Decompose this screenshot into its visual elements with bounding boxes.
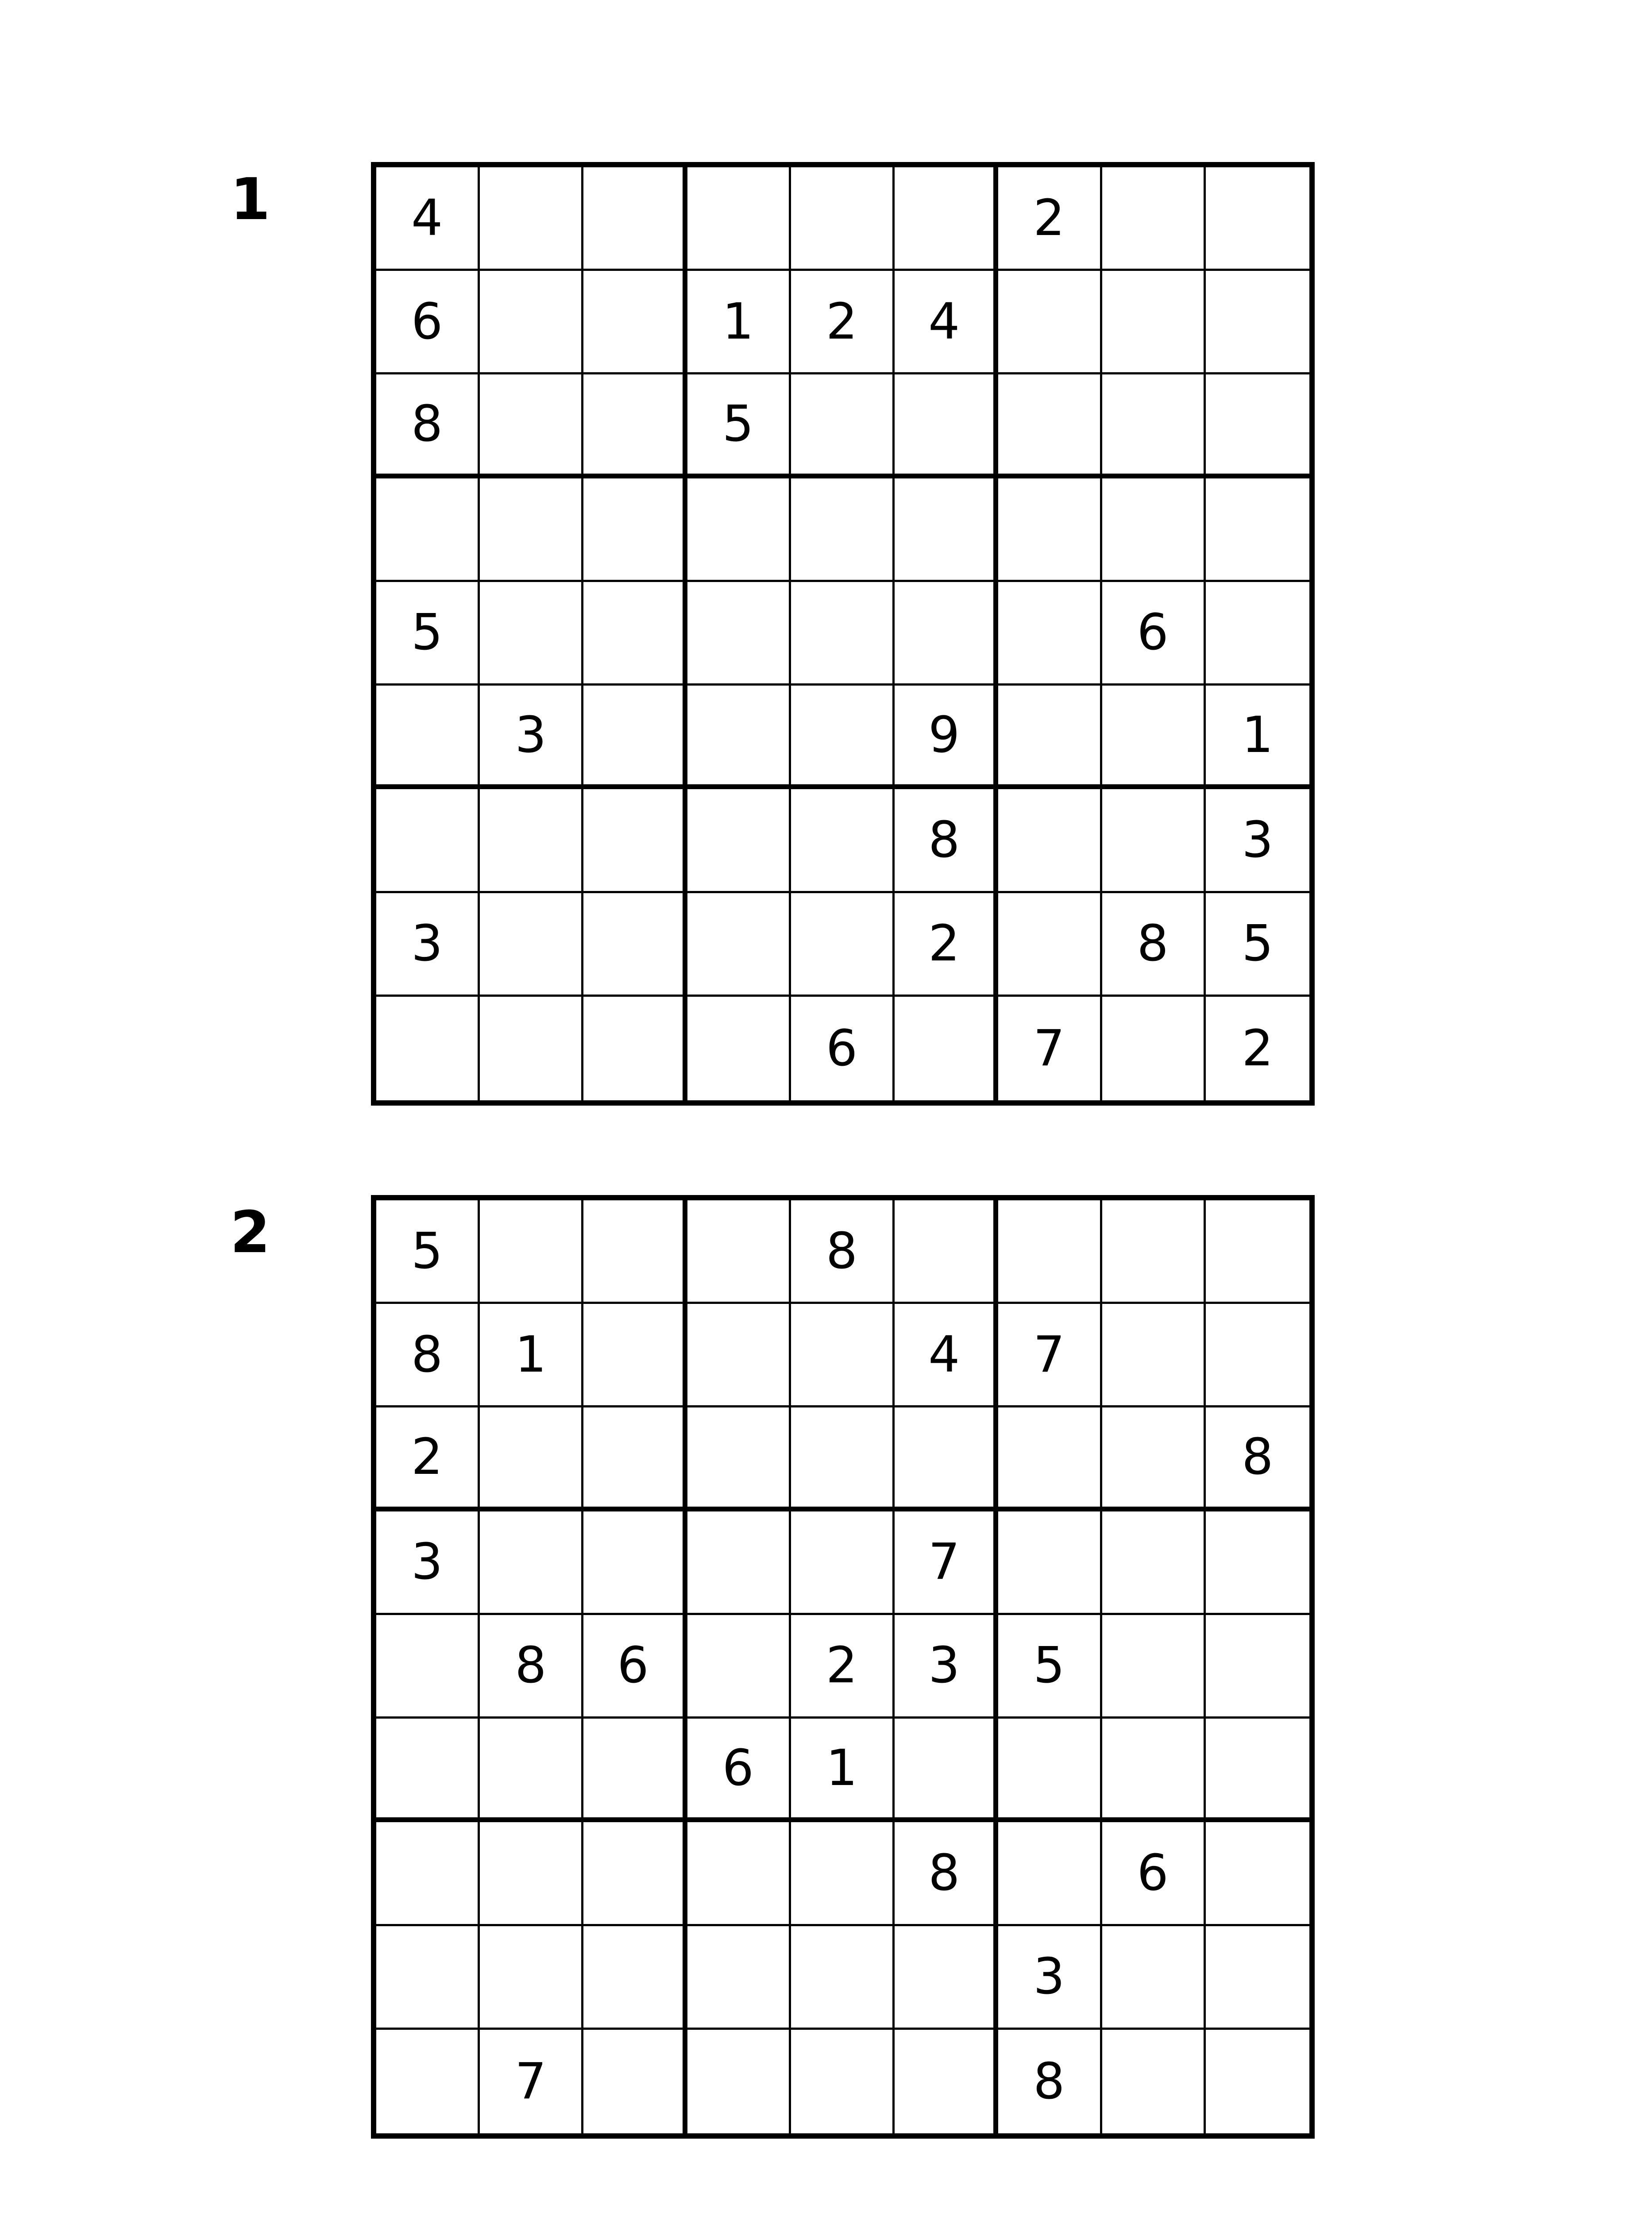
sudoku-cell-r3c1[interactable]: 8: [376, 374, 480, 478]
sudoku-cell-r9c6[interactable]: [895, 2030, 998, 2133]
sudoku-cell-r2c8[interactable]: [1102, 1304, 1206, 1407]
sudoku-cell-r1c4[interactable]: [687, 1200, 791, 1304]
sudoku-cell-r6c6[interactable]: 9: [895, 686, 998, 789]
sudoku-cell-r1c5[interactable]: [791, 167, 895, 271]
sudoku-cell-r7c8[interactable]: 6: [1102, 1822, 1206, 1926]
sudoku-cell-r3c4[interactable]: [687, 1407, 791, 1511]
sudoku-cell-r3c4[interactable]: 5: [687, 374, 791, 478]
sudoku-cell-r3c5[interactable]: [791, 374, 895, 478]
sudoku-cell-r1c2[interactable]: [480, 167, 583, 271]
sudoku-cell-r7c9[interactable]: [1206, 1822, 1309, 1926]
sudoku-cell-r5c7[interactable]: 5: [998, 1615, 1102, 1719]
sudoku-cell-r8c5[interactable]: [791, 893, 895, 997]
sudoku-cell-r6c6[interactable]: [895, 1719, 998, 1822]
sudoku-cell-r7c2[interactable]: [480, 1822, 583, 1926]
sudoku-cell-r7c4[interactable]: [687, 1822, 791, 1926]
sudoku-cell-r4c7[interactable]: [998, 478, 1102, 582]
sudoku-cell-r5c4[interactable]: [687, 582, 791, 686]
sudoku-cell-r8c8[interactable]: [1102, 1926, 1206, 2030]
sudoku-cell-r6c8[interactable]: [1102, 686, 1206, 789]
sudoku-cell-r8c9[interactable]: 5: [1206, 893, 1309, 997]
sudoku-cell-r8c7[interactable]: 3: [998, 1926, 1102, 2030]
sudoku-cell-r7c1[interactable]: [376, 789, 480, 893]
sudoku-cell-r7c5[interactable]: [791, 1822, 895, 1926]
sudoku-cell-r8c7[interactable]: [998, 893, 1102, 997]
sudoku-cell-r7c8[interactable]: [1102, 789, 1206, 893]
sudoku-cell-r3c5[interactable]: [791, 1407, 895, 1511]
sudoku-cell-r3c1[interactable]: 2: [376, 1407, 480, 1511]
sudoku-cell-r9c3[interactable]: [583, 2030, 687, 2133]
sudoku-cell-r8c1[interactable]: [376, 1926, 480, 2030]
sudoku-cell-r3c3[interactable]: [583, 1407, 687, 1511]
sudoku-cell-r1c7[interactable]: [998, 1200, 1102, 1304]
sudoku-cell-r2c6[interactable]: 4: [895, 1304, 998, 1407]
sudoku-cell-r2c2[interactable]: [480, 271, 583, 374]
sudoku-cell-r2c6[interactable]: 4: [895, 271, 998, 374]
sudoku-cell-r7c4[interactable]: [687, 789, 791, 893]
sudoku-cell-r4c9[interactable]: [1206, 478, 1309, 582]
sudoku-cell-r5c2[interactable]: 8: [480, 1615, 583, 1719]
sudoku-cell-r8c6[interactable]: [895, 1926, 998, 2030]
sudoku-cell-r2c4[interactable]: [687, 1304, 791, 1407]
sudoku-cell-r4c3[interactable]: [583, 1511, 687, 1615]
sudoku-cell-r9c2[interactable]: [480, 997, 583, 1100]
sudoku-cell-r4c5[interactable]: [791, 1511, 895, 1615]
sudoku-cell-r8c9[interactable]: [1206, 1926, 1309, 2030]
sudoku-cell-r8c3[interactable]: [583, 893, 687, 997]
sudoku-cell-r6c9[interactable]: 1: [1206, 686, 1309, 789]
sudoku-cell-r5c8[interactable]: [1102, 1615, 1206, 1719]
sudoku-cell-r3c9[interactable]: 8: [1206, 1407, 1309, 1511]
sudoku-cell-r2c1[interactable]: 8: [376, 1304, 480, 1407]
sudoku-cell-r4c4[interactable]: [687, 478, 791, 582]
sudoku-cell-r4c8[interactable]: [1102, 1511, 1206, 1615]
sudoku-cell-r5c7[interactable]: [998, 582, 1102, 686]
sudoku-cell-r8c1[interactable]: 3: [376, 893, 480, 997]
sudoku-cell-r4c9[interactable]: [1206, 1511, 1309, 1615]
sudoku-cell-r8c4[interactable]: [687, 1926, 791, 2030]
sudoku-cell-r6c1[interactable]: [376, 1719, 480, 1822]
sudoku-cell-r6c7[interactable]: [998, 686, 1102, 789]
sudoku-cell-r9c9[interactable]: 2: [1242, 1019, 1274, 1077]
sudoku-cell-r6c5[interactable]: 1: [791, 1719, 895, 1822]
sudoku-cell-r6c5[interactable]: [791, 686, 895, 789]
sudoku-cell-r7c2[interactable]: [480, 789, 583, 893]
sudoku-cell-r6c8[interactable]: [1102, 1719, 1206, 1822]
sudoku-cell-r2c9[interactable]: [1206, 271, 1309, 374]
sudoku-cell-r5c4[interactable]: [687, 1615, 791, 1719]
sudoku-cell-r5c8[interactable]: 6: [1102, 582, 1206, 686]
sudoku-cell-r1c8[interactable]: [1102, 167, 1206, 271]
sudoku-cell-r6c2[interactable]: [480, 1719, 583, 1822]
sudoku-cell-r6c3[interactable]: [583, 686, 687, 789]
sudoku-cell-r5c3[interactable]: 6: [583, 1615, 687, 1719]
sudoku-cell-r7c7[interactable]: [998, 789, 1102, 893]
sudoku-cell-r2c4[interactable]: 1: [687, 271, 791, 374]
sudoku-cell-r6c9[interactable]: [1206, 1719, 1309, 1822]
sudoku-cell-r5c2[interactable]: [480, 582, 583, 686]
sudoku-cell-r7c6[interactable]: 8: [895, 789, 998, 893]
sudoku-cell-r8c4[interactable]: [687, 893, 791, 997]
sudoku-cell-r3c8[interactable]: [1102, 374, 1206, 478]
sudoku-cell-r7c5[interactable]: [791, 789, 895, 893]
sudoku-cell-r9c5[interactable]: 6: [791, 997, 895, 1100]
sudoku-cell-r3c2[interactable]: [480, 1407, 583, 1511]
sudoku-cell-r3c6[interactable]: [895, 374, 998, 478]
sudoku-cell-r5c6[interactable]: 3: [895, 1615, 998, 1719]
sudoku-cell-r2c2[interactable]: 1: [480, 1304, 583, 1407]
sudoku-cell-r5c1[interactable]: 5: [376, 582, 480, 686]
sudoku-cell-r4c1[interactable]: [376, 478, 480, 582]
sudoku-cell-r1c1[interactable]: 5: [376, 1200, 480, 1304]
sudoku-cell-r5c9[interactable]: [1206, 1615, 1309, 1719]
sudoku-cell-r3c3[interactable]: [583, 374, 687, 478]
sudoku-cell-r1c6[interactable]: [895, 167, 998, 271]
sudoku-cell-r8c3[interactable]: [583, 1926, 687, 2030]
sudoku-cell-r1c4[interactable]: [687, 167, 791, 271]
sudoku-cell-r3c7[interactable]: [998, 374, 1102, 478]
sudoku-cell-r8c6[interactable]: 2: [895, 893, 998, 997]
sudoku-cell-r7c1[interactable]: [376, 1822, 480, 1926]
sudoku-cell-r2c5[interactable]: [791, 1304, 895, 1407]
sudoku-cell-r7c3[interactable]: [583, 1822, 687, 1926]
sudoku-cell-r3c6[interactable]: [895, 1407, 998, 1511]
sudoku-cell-r4c2[interactable]: [480, 1511, 583, 1615]
sudoku-cell-r9c9[interactable]: [1206, 2030, 1309, 2133]
sudoku-cell-r6c3[interactable]: [583, 1719, 687, 1822]
sudoku-cell-r3c2[interactable]: [480, 374, 583, 478]
sudoku-cell-r4c6[interactable]: [895, 478, 998, 582]
sudoku-cell-r9c1[interactable]: [376, 2030, 480, 2133]
sudoku-cell-r5c5[interactable]: 2: [791, 1615, 895, 1719]
sudoku-cell-r9c6[interactable]: [895, 997, 998, 1100]
sudoku-cell-r9c5[interactable]: [791, 2030, 895, 2133]
sudoku-cell-r2c3[interactable]: [583, 1304, 687, 1407]
sudoku-cell-r5c5[interactable]: [791, 582, 895, 686]
sudoku-cell-r1c7[interactable]: 2: [998, 167, 1102, 271]
sudoku-cell-r3c7[interactable]: [998, 1407, 1102, 1511]
sudoku-cell-r7c3[interactable]: [583, 789, 687, 893]
sudoku-cell-r6c7[interactable]: [998, 1719, 1102, 1822]
sudoku-cell-r8c5[interactable]: [791, 1926, 895, 2030]
sudoku-cell-r2c7[interactable]: [998, 271, 1102, 374]
sudoku-cell-r6c2[interactable]: 3: [480, 686, 583, 789]
sudoku-cell-r1c8[interactable]: [1102, 1200, 1206, 1304]
sudoku-cell-r4c7[interactable]: [998, 1511, 1102, 1615]
sudoku-cell-r5c6[interactable]: [895, 582, 998, 686]
puzzle-number: 2: [230, 1199, 270, 1266]
sudoku-cell-r1c9[interactable]: [1206, 1200, 1309, 1304]
sudoku-cell-r3c8[interactable]: [1102, 1407, 1206, 1511]
sudoku-cell-r9c7[interactable]: 8: [998, 2030, 1102, 2133]
sudoku-cell-r9c4[interactable]: [687, 997, 791, 1100]
sudoku-cell-r1c1[interactable]: 4: [376, 167, 480, 271]
sudoku-cell-r6c4[interactable]: 6: [687, 1719, 791, 1822]
sudoku-cell-r9c7[interactable]: 7: [998, 997, 1102, 1100]
sudoku-cell-r8c8[interactable]: 8: [1102, 893, 1206, 997]
sudoku-board: [371, 162, 1315, 1106]
sudoku-cell-r1c5[interactable]: 8: [791, 1200, 895, 1304]
sudoku-cell-r8c2[interactable]: [480, 893, 583, 997]
sudoku-cell-r1c9[interactable]: [1206, 167, 1309, 271]
sudoku-cell-r9c4[interactable]: [687, 2030, 791, 2133]
sudoku-cell-r4c4[interactable]: [687, 1511, 791, 1615]
sudoku-cell-r2c7[interactable]: 7: [998, 1304, 1102, 1407]
sudoku-cell-r4c5[interactable]: [791, 478, 895, 582]
sudoku-cell-r5c1[interactable]: [376, 1615, 480, 1719]
sudoku-cell-r4c6[interactable]: 7: [895, 1511, 998, 1615]
sudoku-cell-r4c8[interactable]: [1102, 478, 1206, 582]
sudoku-cell-r2c1[interactable]: 6: [376, 271, 480, 374]
sudoku-cell-r6c1[interactable]: [376, 686, 480, 789]
sudoku-cell-r7c7[interactable]: [998, 1822, 1102, 1926]
sudoku-cell-r2c3[interactable]: [583, 271, 687, 374]
sudoku-cell-r2c5[interactable]: 2: [791, 271, 895, 374]
sudoku-cell-r2c9[interactable]: [1206, 1304, 1309, 1407]
sudoku-cell-r8c2[interactable]: [480, 1926, 583, 2030]
sudoku-cell-r9c3[interactable]: [583, 997, 687, 1100]
sudoku-cell-r1c3[interactable]: [583, 1200, 687, 1304]
sudoku-cell-r5c3[interactable]: [583, 582, 687, 686]
sudoku-cell-r9c8[interactable]: [1102, 997, 1206, 1100]
sudoku-cell-r7c6[interactable]: 8: [895, 1822, 998, 1926]
puzzle-number: 1: [230, 166, 270, 233]
sudoku-cell-r1c2[interactable]: [480, 1200, 583, 1304]
sudoku-cell-r3c9[interactable]: [1206, 374, 1309, 478]
sudoku-cell-r1c6[interactable]: [895, 1200, 998, 1304]
sudoku-cell-r5c9[interactable]: [1206, 582, 1309, 686]
sudoku-cell-r4c1[interactable]: 3: [376, 1511, 480, 1615]
sudoku-cell-r6c4[interactable]: [687, 686, 791, 789]
sudoku-cell-r1c3[interactable]: [583, 167, 687, 271]
sudoku-cell-r4c3[interactable]: [583, 478, 687, 582]
sudoku-cell-r9c1[interactable]: [376, 997, 480, 1100]
sudoku-cell-r2c8[interactable]: [1102, 271, 1206, 374]
sudoku-cell-r7c9[interactable]: 3: [1206, 789, 1309, 893]
sudoku-cell-r9c2[interactable]: 7: [480, 2030, 583, 2133]
sudoku-cell-r9c8[interactable]: [1102, 2030, 1206, 2133]
sudoku-board: [371, 1195, 1315, 2139]
sudoku-cell-r4c2[interactable]: [480, 478, 583, 582]
